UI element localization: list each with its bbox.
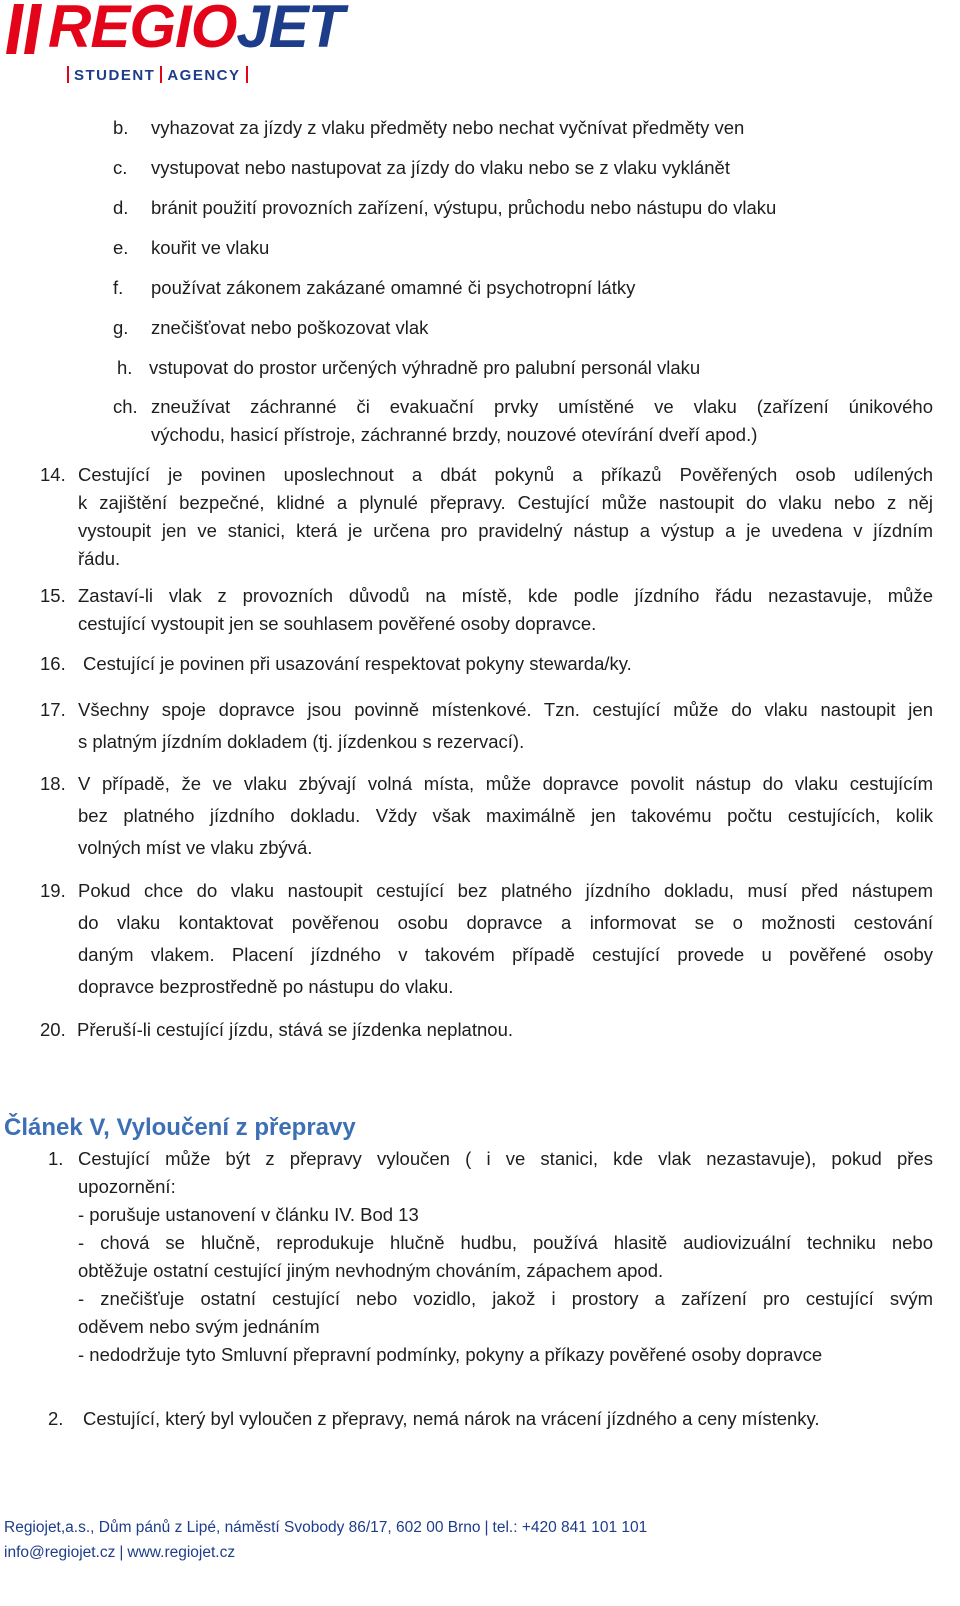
section-heading: Článek V, Vyloučení z přepravy bbox=[4, 1114, 356, 1141]
footer-web-link[interactable]: www.regiojet.cz bbox=[127, 1544, 236, 1561]
logo-subtitle: STUDENT AGENCY bbox=[62, 66, 253, 85]
footer-line-2: info@regiojet.cz | www.regiojet.cz bbox=[4, 1544, 236, 1561]
logo-wordmark: REGIOJET bbox=[48, 0, 344, 60]
logo-slashes-icon bbox=[4, 2, 48, 56]
footer-phone: tel.: +420 841 101 101 bbox=[492, 1519, 648, 1536]
footer-email-link[interactable]: info@regiojet.cz bbox=[4, 1544, 116, 1561]
footer-address: Regiojet,a.s., Dům pánů z Lipé, náměstí Svobody 86/17, 602 00 Brno bbox=[4, 1519, 481, 1536]
footer-line-1: Regiojet,a.s., Dům pánů z Lipé, náměstí Svobody 86/17, 602 00 Brno | tel.: +420 841 101 101 bbox=[4, 1519, 648, 1536]
regiojet-logo bbox=[0, 0, 344, 90]
list-item: ch. zneužívat záchranné či evakuační prvky umístěné ve vlaku (zařízení únikového východu, hasicí přístroje, záchranné brzdy, nouzové otevírání dveří apod.) bbox=[113, 396, 933, 445]
